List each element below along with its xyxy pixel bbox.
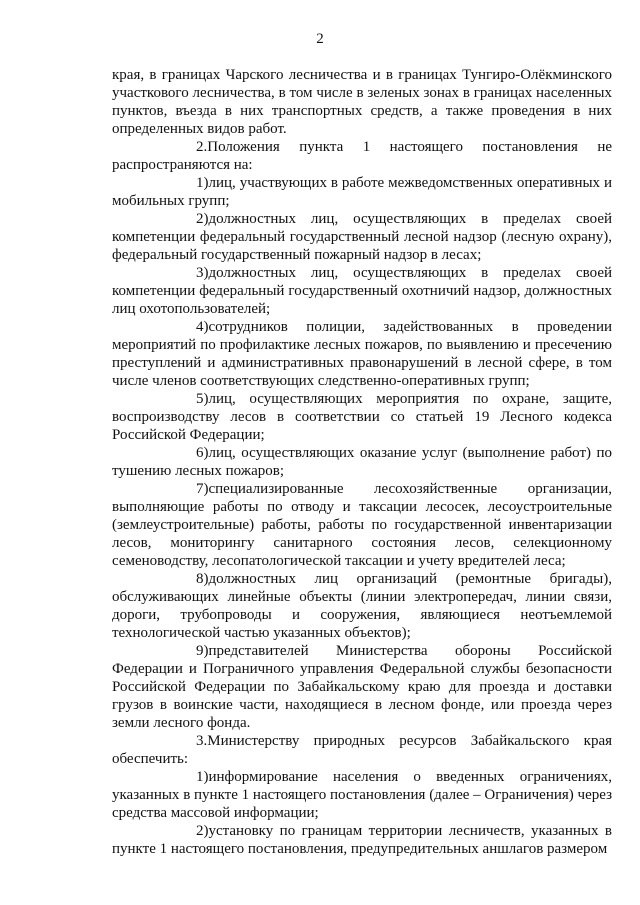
paragraph bbox=[112, 318, 612, 390]
paragraph bbox=[112, 390, 612, 444]
paragraph bbox=[112, 732, 612, 768]
paragraph-text: Положения пункта 1 настоящего постановления не распространяются на: bbox=[112, 139, 612, 173]
paragraph-text: лиц, участвующих в работе межведомственных оперативных и мобильных групп; bbox=[112, 175, 612, 209]
paragraph bbox=[112, 768, 612, 822]
paragraph-text: информирование населения о введенных ограничениях, указанных в пункте 1 настоящего постановления (далее – Ограничения) через средства массовой информации; bbox=[112, 769, 612, 821]
paragraph-number: 9) bbox=[196, 643, 209, 659]
paragraph bbox=[112, 480, 612, 570]
paragraph-text: края, в границах Чарского лесничества и в границах Тунгиро-Олёкминского участкового лесничества, в том числе в зеленых зонах в границах населенных пунктов, въезда в них транспортных средств, а также проведения в них определенных видов работ. bbox=[112, 67, 612, 137]
paragraph-number: 2. bbox=[196, 139, 208, 155]
paragraph-number: 6) bbox=[196, 445, 209, 461]
paragraph bbox=[112, 264, 612, 318]
paragraph-text: представителей Министерства обороны Российской Федерации и Пограничного управления Федеральной службы безопасности Российской Федерации по Забайкальскому краю для проезда и доставки грузов в воинские части, находящиеся в лесном фонде, или проезда через земли лесного фонда. bbox=[112, 643, 612, 731]
paragraph-text: лиц, осуществляющих мероприятия по охране, защите, воспроизводству лесов в соответствии со статьей 19 Лесного кодекса Российской Федерации; bbox=[112, 391, 612, 443]
paragraph-text: лиц, осуществляющих оказание услуг (выполнение работ) по тушению лесных пожаров; bbox=[112, 445, 612, 479]
paragraph-text: Министерству природных ресурсов Забайкальского края обеспечить: bbox=[112, 733, 612, 767]
paragraph bbox=[112, 570, 612, 642]
paragraph-number: 8) bbox=[196, 571, 209, 587]
paragraph-text: должностных лиц организаций (ремонтные бригады), обслуживающих линейные объекты (линии электропередач, линии связи, дороги, трубопроводы и сооружения, являющиеся неотъемлемой технологической частью указанных объектов); bbox=[112, 571, 612, 641]
paragraph-number: 1) bbox=[196, 769, 209, 785]
paragraph bbox=[112, 822, 612, 858]
paragraph bbox=[112, 66, 612, 138]
paragraph-number: 5) bbox=[196, 391, 209, 407]
paragraph-number: 4) bbox=[196, 319, 209, 335]
page-number: 2 bbox=[316, 31, 324, 47]
paragraph-number: 2) bbox=[196, 211, 209, 227]
paragraph bbox=[112, 642, 612, 732]
paragraph-text: должностных лиц, осуществляющих в пределах своей компетенции федеральный государственный лесной надзор (лесную охрану), федеральный государственный пожарный надзор в лесах; bbox=[112, 211, 612, 263]
paragraph-number: 3) bbox=[196, 265, 209, 281]
paragraph-number: 1) bbox=[196, 175, 209, 191]
document-body bbox=[112, 66, 612, 858]
paragraph bbox=[112, 138, 612, 174]
paragraph bbox=[112, 210, 612, 264]
paragraph-text: должностных лиц, осуществляющих в пределах своей компетенции федеральный государственный охотничий надзор, должностных лиц охотопользователей; bbox=[112, 265, 612, 317]
paragraph-number: 2) bbox=[196, 823, 209, 839]
paragraph-text: сотрудников полиции, задействованных в проведении мероприятий по профилактике лесных пожаров, по выявлению и пресечению преступлений и административных правонарушений в лесной сфере, в том числе членов соответствующих следственно-оперативных групп; bbox=[112, 319, 612, 389]
paragraph-text: установку по границам территории лесничеств, указанных в пункте 1 настоящего постановления, предупредительных аншлагов размером bbox=[112, 823, 612, 857]
paragraph-text: специализированные лесохозяйственные организации, выполняющие работы по отводу и таксации лесосек, лесоустроительные (землеустроительные) работы, работы по государственной инвентаризации лесов, мониторингу санитарного состояния лесов, селекционному семеноводству, лесопатологической таксации и учету вредителей леса; bbox=[112, 481, 612, 569]
paragraph bbox=[112, 174, 612, 210]
paragraph-number: 7) bbox=[196, 481, 209, 497]
paragraph-number: 3. bbox=[196, 733, 208, 749]
paragraph bbox=[112, 444, 612, 480]
